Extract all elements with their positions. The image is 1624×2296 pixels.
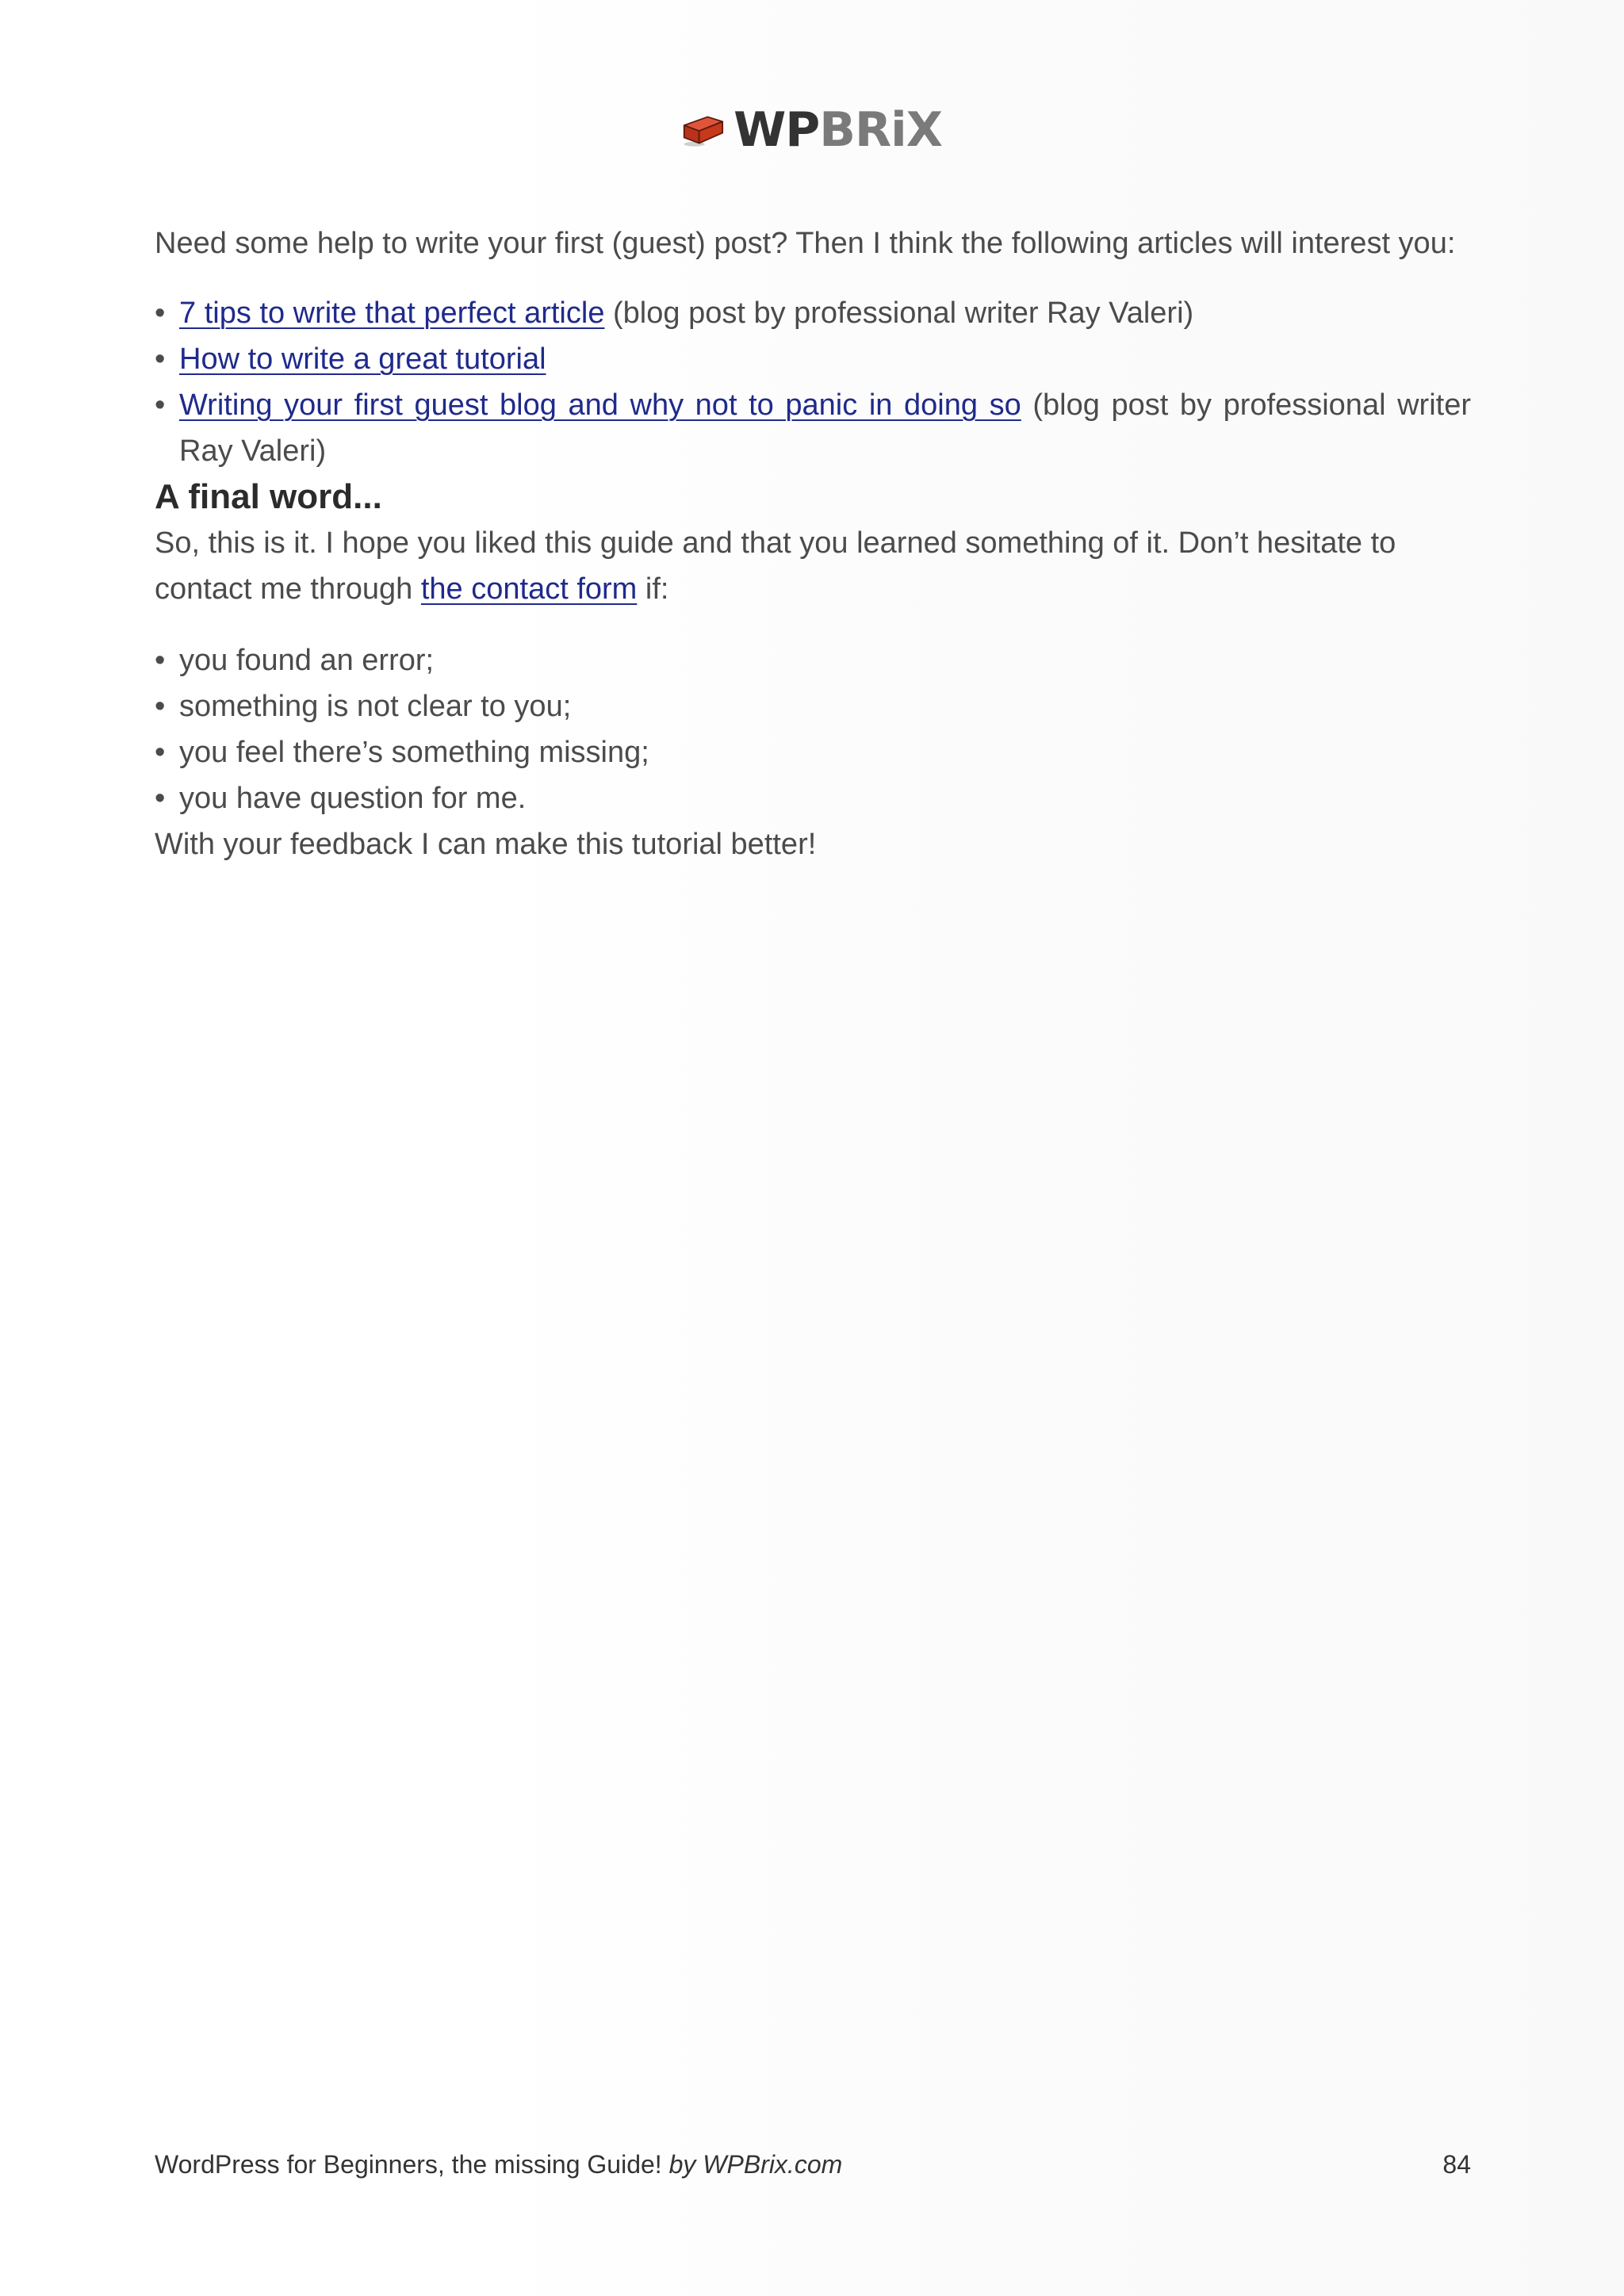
section-heading: A final word... [155,477,382,516]
list-item-text: you feel there’s something missing; [179,736,649,769]
list-item-text: something is not clear to you; [179,690,572,723]
list-item [155,729,1471,775]
article-note: (blog post by professional writer Ray Valeri) [604,297,1194,330]
final-paragraph-text: So, this is it. I hope you liked this guide and that you learned something of it. Don’t hesitate to contact me through [155,526,1396,606]
final-paragraph-end: if: [637,572,669,606]
wpbrix-logo [680,98,942,162]
bullet-icon: • [155,782,166,815]
footer-byline: by WPBrix.com [668,2150,843,2179]
list-item-text: you found an error; [179,644,435,677]
bullet-icon: • [155,736,166,769]
footer-book-title: WordPress for Beginners, the missing Guide! [155,2150,662,2179]
main-content [155,220,1471,867]
article-link-great-tutorial[interactable]: How to write a great tutorial [179,342,546,376]
bullet-icon: • [155,690,166,723]
final-paragraph [155,520,1471,612]
footer-title [155,2147,842,2182]
page-number: 84 [1442,2150,1471,2179]
bullet-icon: • [155,297,166,330]
list-item [155,683,1471,729]
list-item [155,382,1471,474]
bullet-icon: • [155,644,166,677]
list-item [155,637,1471,683]
bullet-icon: • [155,342,166,376]
brick-icon [680,98,727,162]
closing-paragraph: With your feedback I can make this tutorial better! [155,828,817,861]
bullet-icon: • [155,388,166,422]
page-footer [155,2147,1471,2182]
contact-form-link[interactable]: the contact form [420,572,638,606]
feedback-reasons-list [155,637,1471,821]
logo-wordmark: WPBRiX [733,102,942,158]
list-item-text: you have question for me. [179,782,527,815]
list-item [155,775,1471,821]
article-note: (blog post by professional writer Ray Valeri) [179,388,1472,468]
article-list [155,290,1471,474]
list-item [155,336,1471,382]
article-link-first-guest-blog[interactable]: Writing your first guest blog and why not to panic in doing so [179,388,1021,422]
intro-paragraph: Need some help to write your first (guest) post? Then I think the following articles will interest you: [155,227,1456,260]
article-link-7-tips[interactable]: 7 tips to write that perfect article [179,297,605,330]
list-item [155,290,1471,336]
